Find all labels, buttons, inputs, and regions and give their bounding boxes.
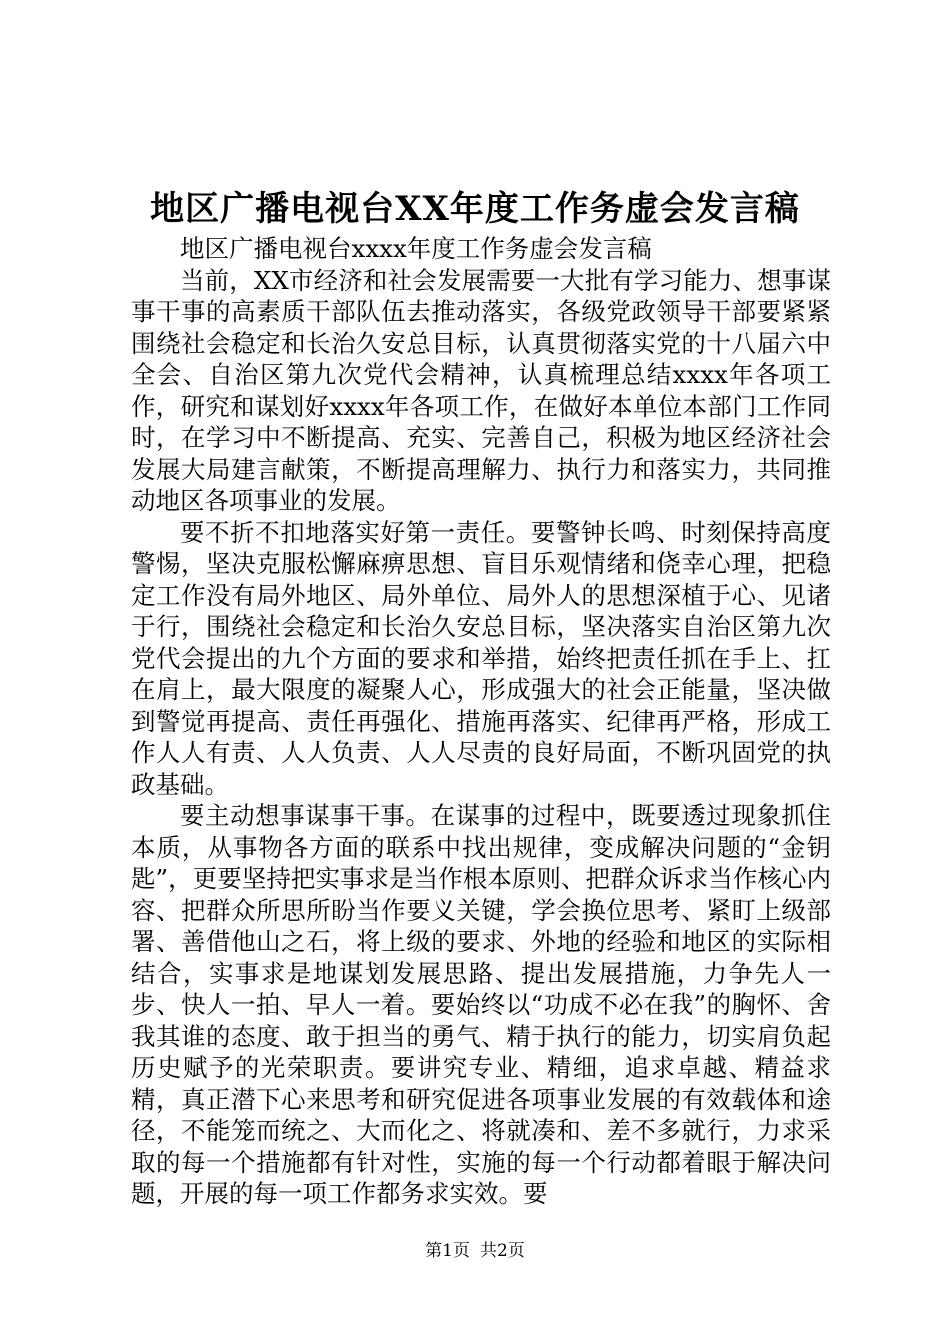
page-number-current: 第1页 bbox=[425, 1241, 470, 1261]
document-body bbox=[131, 233, 831, 1210]
page-title: 地区广播电视台XX年度工作务虚会发言稿 bbox=[150, 189, 800, 229]
paragraph-3: 要主动想事谋事干事。在谋事的过程中，既要透过现象抓住本质，从事物各方面的联系中找出规律，变成解决问题的“金钥匙”，更要坚持把实事求是当作根本原则、把群众诉求当作核心内容、把群众所思所盼当作要义关键，学会换位思考、紧盯上级部署、善借他山之石，将上级的要求、外地的经验和地区的实际相结合，实事求是地谋划发展思路、提出发展措施，力争先人一步、快人一拍、早人一着。要始终以“功成不必在我”的胸怀、舍我其谁的态度、敢于担当的勇气、精于执行的能力，切实肩负起历史赋予的光荣职责。要讲究专业、精细，追求卓越、精益求精，真正潜下心来思考和研究促进各项事业发展的有效载体和途径，不能笼而统之、大而化之、将就凑和、差不多就行，力求采取的每一个措施都有针对性，实施的每一个行动都着眼于解决问题，开展的每一项工作都务求实效。要 bbox=[131, 801, 831, 1208]
page-footer bbox=[0, 1240, 950, 1262]
paragraph-subtitle: 地区广播电视台xxxx年度工作务虚会发言稿 bbox=[180, 234, 652, 263]
paragraph-1: 当前，XX市经济和社会发展需要一大批有学习能力、想事谋事干事的高素质干部队伍去推动落实，各级党政领导干部要紧紧围绕社会稳定和长治久安总目标，认真贯彻落实党的十八届六中全会、自治区第九次党代会精神，认真梳理总结xxxx年各项工作，研究和谋划好xxxx年各项工作，在做好本单位本部门工作同时，在学习中不断提高、充实、完善自己，积极为地区经济社会发展大局建言献策，不断提高理解力、执行力和落实力，共同推动地区各项事业的发展。 bbox=[131, 265, 831, 515]
paragraph-2: 要不折不扣地落实好第一责任。要警钟长鸣、时刻保持高度警惕，坚决克服松懈麻痹思想、盲目乐观情绪和侥幸心理，把稳定工作没有局外地区、局外单位、局外人的思想深植于心、见诸于行，围绕社会稳定和长治久安总目标，坚决落实自治区第九次党代会提出的九个方面的要求和举措，始终把责任抓在手上、扛在肩上，最大限度的凝聚人心，形成强大的社会正能量，坚决做到警觉再提高、责任再强化、措施再落实、纪律再严格，形成工作人人有责、人人负责、人人尽责的良好局面，不断巩固党的执政基础。 bbox=[131, 517, 831, 799]
page-number-total: 共2页 bbox=[480, 1241, 525, 1261]
